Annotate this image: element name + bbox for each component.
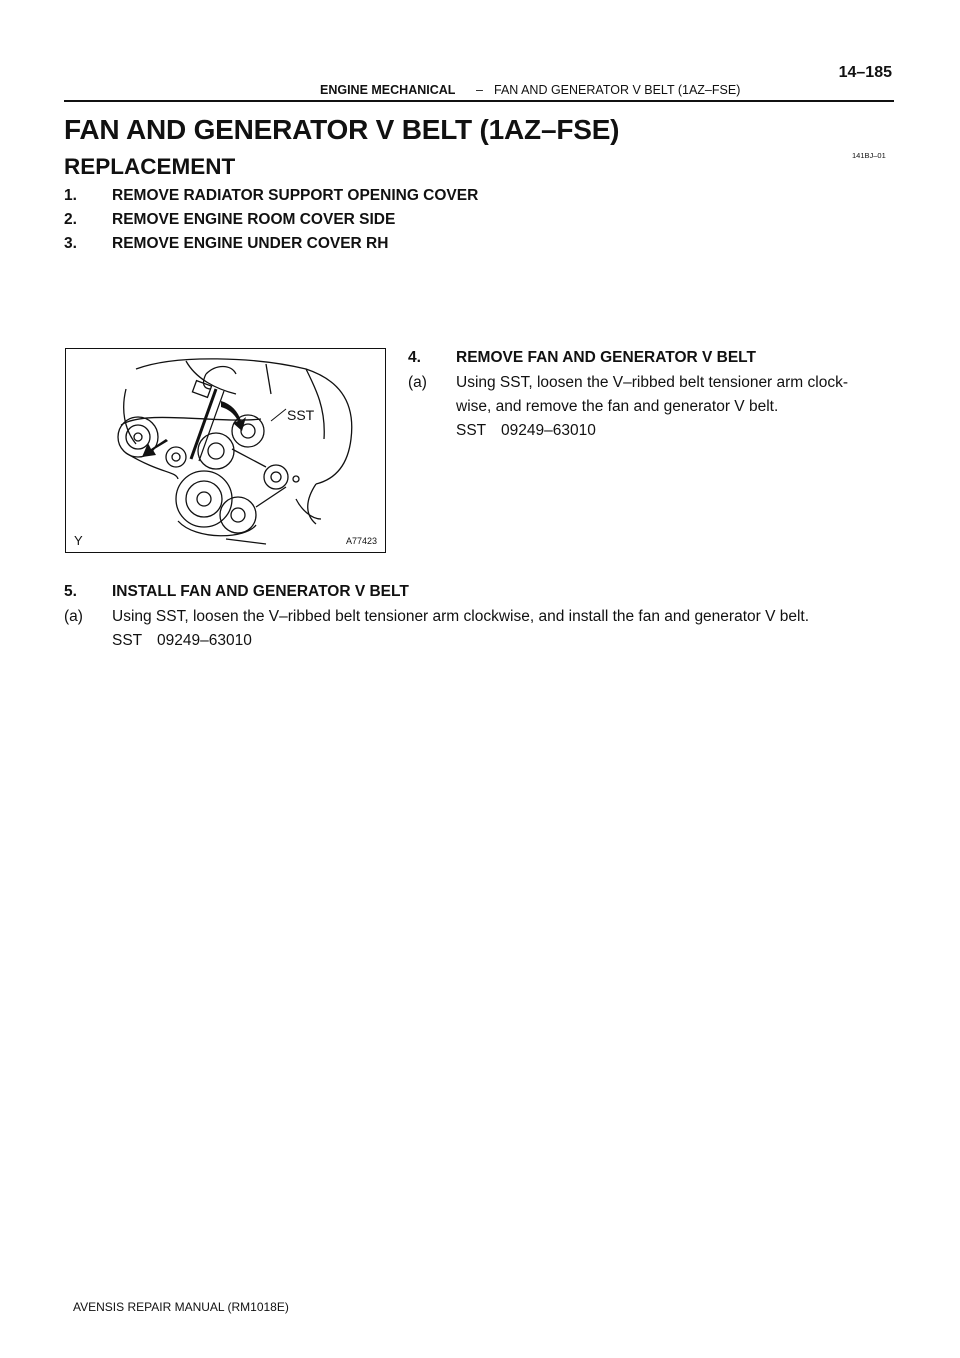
figure-corner-mark: Y bbox=[74, 533, 83, 548]
engine-belt-drawing bbox=[66, 349, 384, 551]
step-2 bbox=[64, 211, 664, 231]
step-3 bbox=[64, 235, 664, 255]
sst-key: SST bbox=[456, 422, 487, 439]
sst-reference bbox=[456, 419, 596, 443]
step-number: 5. bbox=[64, 583, 77, 600]
step-5 bbox=[64, 583, 664, 603]
substep-line-1: Using SST, loosen the V–ribbed belt tensioner arm clock- bbox=[456, 374, 849, 391]
page-number: 14–185 bbox=[838, 64, 892, 81]
sst-number: 09249–63010 bbox=[501, 422, 596, 439]
step-text: REMOVE RADIATOR SUPPORT OPENING COVER bbox=[112, 187, 479, 204]
document-code: 141BJ–01 bbox=[852, 151, 886, 160]
header-section: ENGINE MECHANICAL bbox=[320, 83, 456, 97]
sst-number: 09249–63010 bbox=[157, 632, 252, 649]
step-text: INSTALL FAN AND GENERATOR V BELT bbox=[112, 583, 409, 600]
figure-code: A77423 bbox=[345, 536, 377, 546]
sst-key: SST bbox=[112, 632, 143, 649]
step-4a bbox=[408, 371, 908, 451]
belt-tensioner-illustration bbox=[65, 348, 386, 553]
substep-line-2: wise, and remove the fan and generator V belt. bbox=[456, 398, 779, 415]
page-title: FAN AND GENERATOR V BELT (1AZ–FSE) bbox=[64, 114, 620, 145]
step-number: 4. bbox=[408, 349, 421, 366]
step-number: 1. bbox=[64, 187, 77, 204]
section-subtitle: REPLACEMENT bbox=[64, 154, 236, 179]
step-text: REMOVE ENGINE ROOM COVER SIDE bbox=[112, 211, 396, 228]
step-text: REMOVE FAN AND GENERATOR V BELT bbox=[456, 349, 756, 366]
step-1 bbox=[64, 187, 664, 207]
step-text: REMOVE ENGINE UNDER COVER RH bbox=[112, 235, 389, 252]
header-separator: – bbox=[476, 83, 483, 97]
step-4 bbox=[408, 349, 908, 369]
substep-label: (a) bbox=[408, 374, 427, 391]
footer-manual-id: AVENSIS REPAIR MANUAL (RM1018E) bbox=[73, 1300, 289, 1314]
header-subsection: FAN AND GENERATOR V BELT (1AZ–FSE) bbox=[494, 83, 741, 97]
header-rule bbox=[64, 100, 894, 102]
step-number: 3. bbox=[64, 235, 77, 252]
sst-callout-label: SST bbox=[287, 407, 315, 423]
substep-line-1: Using SST, loosen the V–ribbed belt tensioner arm clockwise, and install the fan and generator V belt. bbox=[112, 608, 810, 625]
sst-reference bbox=[112, 629, 252, 653]
substep-label: (a) bbox=[64, 608, 83, 625]
step-5a bbox=[64, 605, 914, 661]
step-number: 2. bbox=[64, 211, 77, 228]
